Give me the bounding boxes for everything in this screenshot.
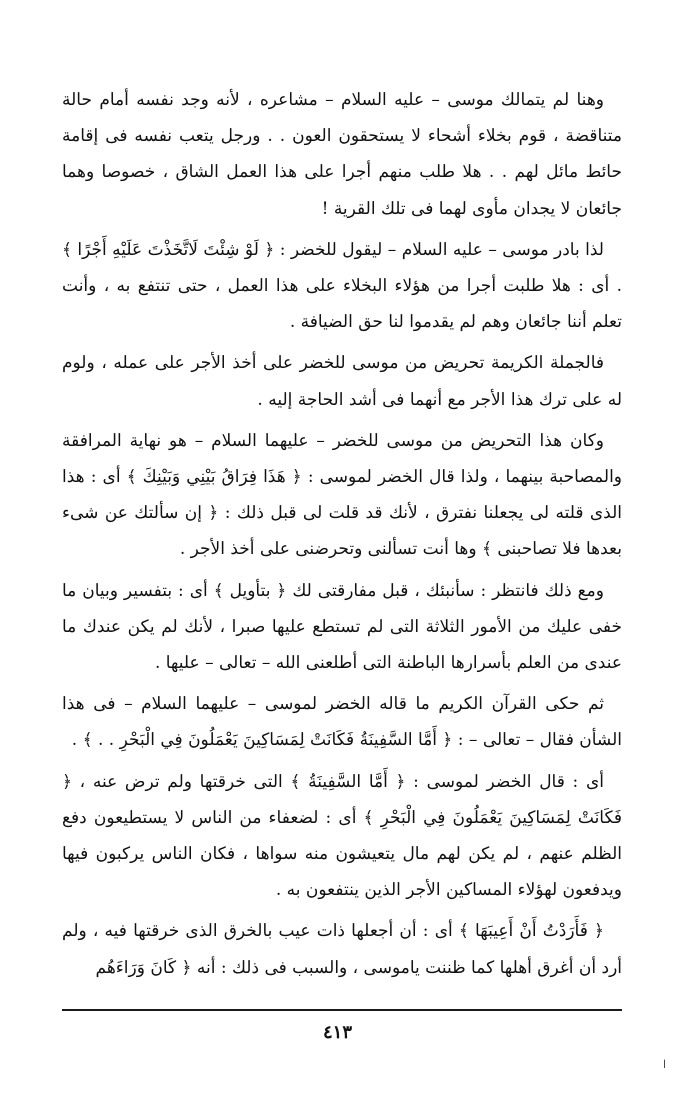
paragraph-text: وكان هذا التحريض من موسى للخضر – عليهما السلام – هو نهاية المرافقة والمصاحبة بينهما ، ولذا قال الخضر لموسى : ﴿ هَذَا فِرَاقُ بَيْنِي وَبَيْنِكَ ﴾ أى : هذا الذى قلته لى يجعلنا نفترق ، لأنك قد قلت لى قبل ذلك : ﴿ إن سألتك عن شىء بعدها فلا تصاحبنى ﴾ وها أنت تسألنى وتحرضنى على أخذ الأجر . bbox=[62, 430, 622, 560]
paragraph-2 bbox=[62, 232, 622, 341]
paragraph-4 bbox=[62, 423, 622, 568]
page-body bbox=[62, 82, 622, 991]
footer-divider bbox=[62, 1009, 622, 1011]
paragraph-7 bbox=[62, 764, 622, 909]
corner-mark: ا bbox=[663, 1058, 667, 1071]
paragraph-text: وهنا لم يتمالك موسى – عليه السلام – مشاعره ، لأنه وجد نفسه أمام حالة متناقضة ، قوم بخلاء أشحاء لا يستحقون العون . . ورجل يتعب نفسه فى إقامة حائط مائل لهم . . هلا طلب منهم أجرا على هذا العمل الشاق ، خصوصا وهما جائعان لا يجدان مأوى لهما فى تلك القرية ! bbox=[62, 90, 622, 219]
paragraph-6 bbox=[62, 686, 622, 758]
paragraph-text: ﴿ فَأَرَدْتُ أَنْ أَعِيبَهَا ﴾ أى : أن أجعلها ذات عيب بالخرق الذى خرقتها فيه ، ولم أرد أن أغرق أهلها كما ظننت ياموسى ، والسبب فى ذلك : أنه ﴿ كَانَ وَرَاءَهُم bbox=[62, 921, 622, 978]
page-number: ٤١٣ bbox=[322, 1022, 352, 1043]
paragraph-1 bbox=[62, 82, 622, 227]
paragraph-text: ثم حكى القرآن الكريم ما قاله الخضر لموسى – عليهما السلام – فى هذا الشأن فقال – تعالى – : ﴿ أَمَّا السَّفِينَةُ فَكَانَتْ لِمَسَاكِينَ يَعْمَلُونَ فِي الْبَحْرِ . . ﴾ . bbox=[62, 694, 622, 751]
paragraph-5 bbox=[62, 573, 622, 682]
paragraph-text: فالجملة الكريمة تحريض من موسى للخضر على أخذ الأجر على عمله ، ولوم له على ترك هذا الأجر مع أنهما فى أشد الحاجة إليه . bbox=[62, 353, 622, 410]
paragraph-text: لذا بادر موسى – عليه السلام – ليقول للخضر : ﴿ لَوْ شِئْتَ لَاتَّخَذْتَ عَلَيْهِ أَجْرًا ﴾ . أى : هلا طلبت أجرا من هؤلاء البخلاء على هذا العمل ، حتى تنتفع به ، وأنت تعلم أننا جائعان وهم لم يقدموا لنا حق الضيافة . bbox=[62, 239, 622, 333]
paragraph-text: أى : قال الخضر لموسى : ﴿ أَمَّا السَّفِينَةُ ﴾ التى خرقتها ولم ترض عنه ، ﴿ فَكَانَتْ لِمَسَاكِينَ يَعْمَلُونَ فِي الْبَحْرِ ﴾ أى : لضعفاء من الناس لا يستطيعون دفع الظلم عنهم ، لم يكن لهم مال يتعيشون منه سواها ، فكان الناس يركبون فيها ويدفعون لهؤلاء المساكين الأجر الذين ينتفعون به . bbox=[62, 771, 622, 901]
paragraph-text: ومع ذلك فانتظر : سأنبئك ، قبل مفارقتى لك ﴿ بتأويل ﴾ أى : بتفسير وبيان ما خفى عليك من الأمور الثلاثة التى لم تستطع عليها صبرا ، لأنك لم يكن عندك ما عندى من العلم بأسرارها الباطنة التى أطلعنى الله – تعالى – عليها . bbox=[62, 580, 622, 674]
paragraph-3 bbox=[62, 345, 622, 417]
paragraph-8 bbox=[62, 913, 622, 985]
